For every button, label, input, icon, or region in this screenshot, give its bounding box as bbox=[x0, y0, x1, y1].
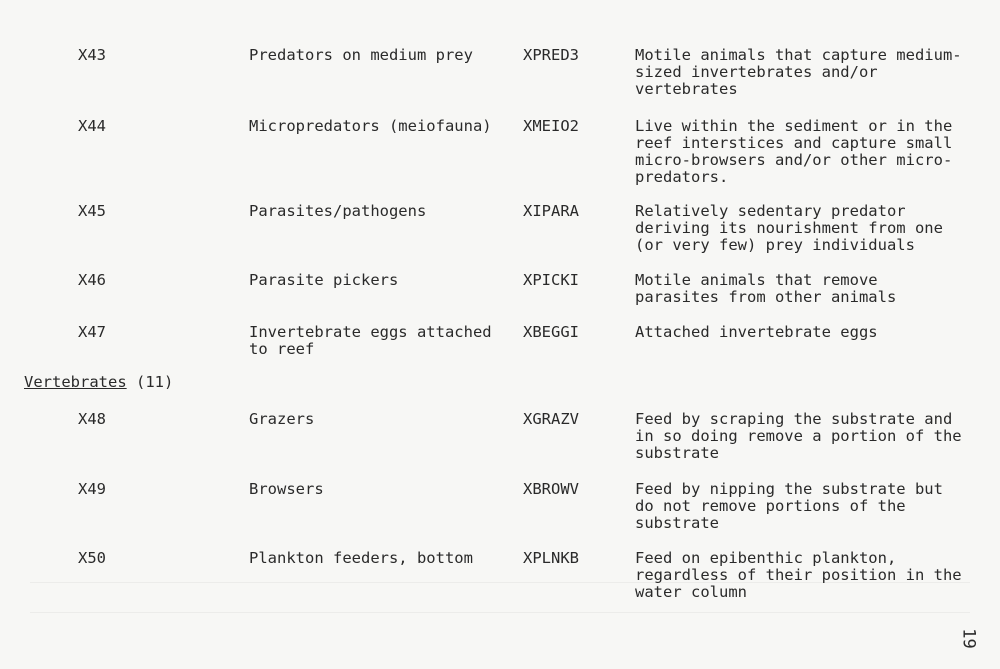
group-code: X44 bbox=[78, 117, 106, 135]
group-name: Browsers bbox=[249, 480, 324, 498]
group-code: X45 bbox=[78, 202, 106, 220]
group-name: Plankton feeders, bottom bbox=[249, 549, 473, 567]
group-code: X47 bbox=[78, 323, 106, 341]
group-abbreviation: XPLNKB bbox=[523, 549, 579, 567]
group-name: Parasite pickers bbox=[249, 271, 399, 289]
group-description: Feed on epibenthic plankton, regardless of their position in the water column bbox=[635, 549, 962, 601]
group-code: X48 bbox=[78, 410, 106, 428]
group-code: X46 bbox=[78, 271, 106, 289]
group-code: X43 bbox=[78, 46, 106, 64]
section-title: Vertebrates bbox=[24, 373, 127, 391]
group-description: Feed by scraping the substrate and in so doing remove a portion of the substrate bbox=[635, 410, 962, 462]
group-description: Motile animals that remove parasites from other animals bbox=[635, 271, 897, 306]
group-name: Invertebrate eggs attached to reef bbox=[249, 323, 492, 358]
faint-rule bbox=[30, 612, 970, 613]
group-abbreviation: XGRAZV bbox=[523, 410, 579, 428]
section-count: (11) bbox=[136, 373, 174, 391]
group-code: X50 bbox=[78, 549, 106, 567]
group-description: Motile animals that capture medium-sized invertebrates and/or vertebrates bbox=[635, 46, 962, 98]
group-abbreviation: XPRED3 bbox=[523, 46, 579, 64]
group-name: Micropredators (meiofauna) bbox=[249, 117, 492, 135]
group-name: Parasites/pathogens bbox=[249, 202, 427, 220]
group-name: Grazers bbox=[249, 410, 315, 428]
group-description: Live within the sediment or in the reef interstices and capture small micro-browsers and/or other micro-predators. bbox=[635, 117, 953, 186]
group-description: Attached invertebrate eggs bbox=[635, 323, 878, 341]
group-code: X49 bbox=[78, 480, 106, 498]
group-description: Relatively sedentary predator deriving its nourishment from one (or very few) prey individuals bbox=[635, 202, 943, 254]
section-heading bbox=[24, 374, 173, 391]
group-abbreviation: XPICKI bbox=[523, 271, 579, 289]
page-number: 19 bbox=[958, 628, 979, 649]
group-abbreviation: XBEGGI bbox=[523, 323, 579, 341]
group-abbreviation: XMEIO2 bbox=[523, 117, 579, 135]
group-name: Predators on medium prey bbox=[249, 46, 473, 64]
group-abbreviation: XBROWV bbox=[523, 480, 579, 498]
group-description: Feed by nipping the substrate but do not remove portions of the substrate bbox=[635, 480, 943, 532]
group-abbreviation: XIPARA bbox=[523, 202, 579, 220]
